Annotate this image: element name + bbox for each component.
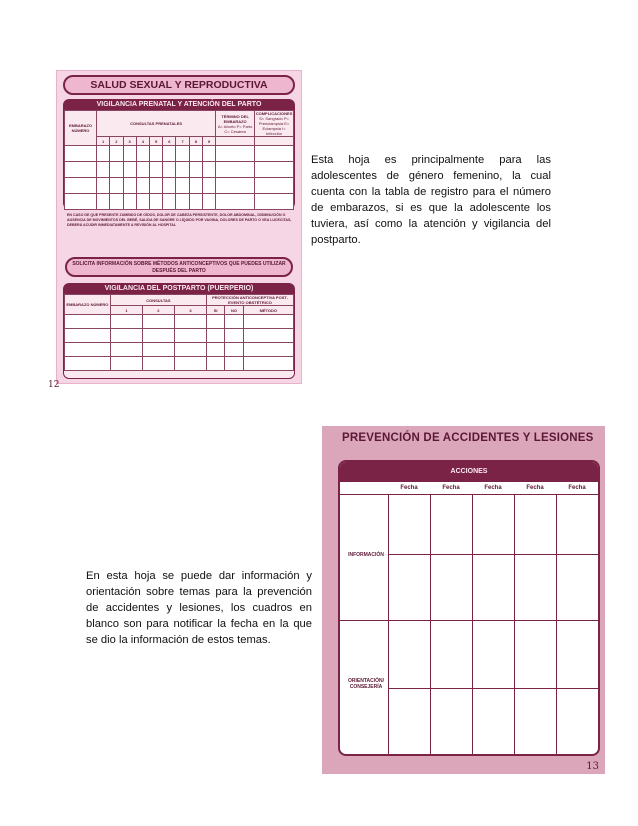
prenatal-col-embarazo: EMBARAZO NÚMERO: [65, 111, 97, 146]
prenatal-col-consultas: CONSULTAS PRENATALES: [97, 111, 216, 137]
row-label-informacion: INFORMACIÓN: [348, 552, 384, 558]
consulta-number: 6: [163, 137, 176, 146]
acciones-header: ACCIONES: [340, 462, 598, 482]
page-12-scan: [48, 68, 302, 388]
grid-line: [340, 620, 598, 621]
fecha-header: Fecha: [484, 485, 502, 491]
col-si: SI: [207, 306, 225, 315]
consulta-number: 3: [123, 137, 136, 146]
consulta-number: 1: [97, 137, 110, 146]
consulta-number: 2: [142, 306, 174, 315]
fecha-header: Fecha: [400, 485, 418, 491]
postparto-table: [64, 294, 294, 371]
fecha-header: Fecha: [442, 485, 460, 491]
prenatal-col-complicaciones: [255, 111, 294, 137]
table-row: [65, 146, 294, 162]
postparto-section: [63, 283, 295, 379]
description-paragraph-2: En esta hoja se puede dar información y orientación sobre temas para la prevención de accidentes y lesiones, los cuadros en blanco son para notificar la fecha en la que se dio la información de estos temas.: [86, 570, 312, 646]
page-12-card: [56, 70, 302, 384]
page-13-title: PREVENCIÓN DE ACCIDENTES Y LESIONES: [342, 432, 594, 444]
prenatal-termino-label: TÉRMINO DEL EMBARAZO: [221, 113, 249, 124]
consulta-number: 3: [174, 306, 206, 315]
consulta-number: 2: [110, 137, 123, 146]
grid-line: [514, 494, 515, 754]
prenatal-header: VIGILANCIA PRENATAL Y ATENCIÓN DEL PARTO: [64, 100, 294, 110]
acciones-table: [338, 460, 600, 756]
table-row: [65, 343, 294, 357]
prenatal-termino-options: A= Aborto P= Parto C= Cesárea: [217, 123, 253, 134]
grid-line: [388, 494, 389, 754]
page-13-scan: [322, 426, 605, 774]
table-row: [65, 315, 294, 329]
grid-line: [388, 688, 598, 689]
col-no: NO: [225, 306, 243, 315]
prenatal-complicaciones-label: COMPLICACIONES: [255, 111, 293, 116]
col-metodo: MÉTODO: [243, 306, 293, 315]
prenatal-section: [63, 99, 295, 209]
consulta-number: 1: [110, 306, 142, 315]
prenatal-table: [64, 110, 294, 210]
page-number-13: 13: [586, 761, 599, 772]
table-row: [65, 357, 294, 371]
postparto-col-embarazo: EMBARAZO NÚMERO: [65, 295, 111, 315]
grid-line: [472, 494, 473, 754]
prenatal-col-termino: [216, 111, 255, 137]
postparto-header: VIGILANCIA DEL POSTPARTO (PUERPERIO): [64, 284, 294, 294]
table-row: [65, 194, 294, 210]
postparto-col-consultas: CONSULTAS: [110, 295, 206, 306]
grid-line: [388, 554, 598, 555]
consulta-number: 9: [202, 137, 215, 146]
grid-line: [340, 494, 598, 495]
fecha-header: Fecha: [526, 485, 544, 491]
acciones-grid: [340, 482, 598, 754]
warning-note: EN CASO DE QUE PRESENTE ZUMBIDO DE OÍDOS, DOLOR DE CABEZA PERSISTENTE, DOLOR ABDOMINAL, DISMINUCIÓN O AUSENCIA DE MOVIMIENTOS DEL BEBÉ, SALIDA DE SANGRE O LÍQUIDO POR VAGINA, DOLORES DE PARTO O VEA LUCECITAS, DEBERÁ ACUDIR INMEDIATAMENTE A REVISIÓN AL HOSPITAL: [67, 213, 292, 227]
consulta-number: 4: [136, 137, 149, 146]
table-row: [65, 329, 294, 343]
table-row: [65, 178, 294, 194]
page-number-12: 12: [48, 380, 60, 390]
consulta-number: 5: [149, 137, 162, 146]
blank-cell: [255, 137, 294, 146]
page-12-title: SALUD SEXUAL Y REPRODUCTIVA: [63, 75, 295, 95]
row-label-orientacion: ORIENTACIÓN/ CONSEJERÍA: [347, 678, 385, 690]
blank-cell: [216, 137, 255, 146]
postparto-col-proteccion: PROTECCIÓN ANTICONCEPTIVA POST-EVENTO OBSTÉTRICO: [207, 295, 294, 306]
fecha-header: Fecha: [568, 485, 586, 491]
prenatal-complicaciones-options: S= Sangrado P= Preeclampsia E= Eclampsia I= Infección: [258, 116, 290, 136]
grid-line: [430, 494, 431, 754]
table-row: [65, 162, 294, 178]
consulta-number: 7: [176, 137, 189, 146]
anticonceptivos-pill: SOLICITA INFORMACIÓN SOBRE MÉTODOS ANTICONCEPTIVOS QUE PUEDES UTILIZAR DESPUÉS DEL PARTO: [65, 257, 293, 277]
description-paragraph-1: Esta hoja es principalmente para las adolescentes de género femenino, la cual cuenta con la tabla de registro para el número de embarazos, si es que la adolescente los tuviera, así como la atención y vigilancia del postparto.: [311, 154, 551, 246]
grid-line: [556, 494, 557, 754]
consulta-number: 8: [189, 137, 202, 146]
